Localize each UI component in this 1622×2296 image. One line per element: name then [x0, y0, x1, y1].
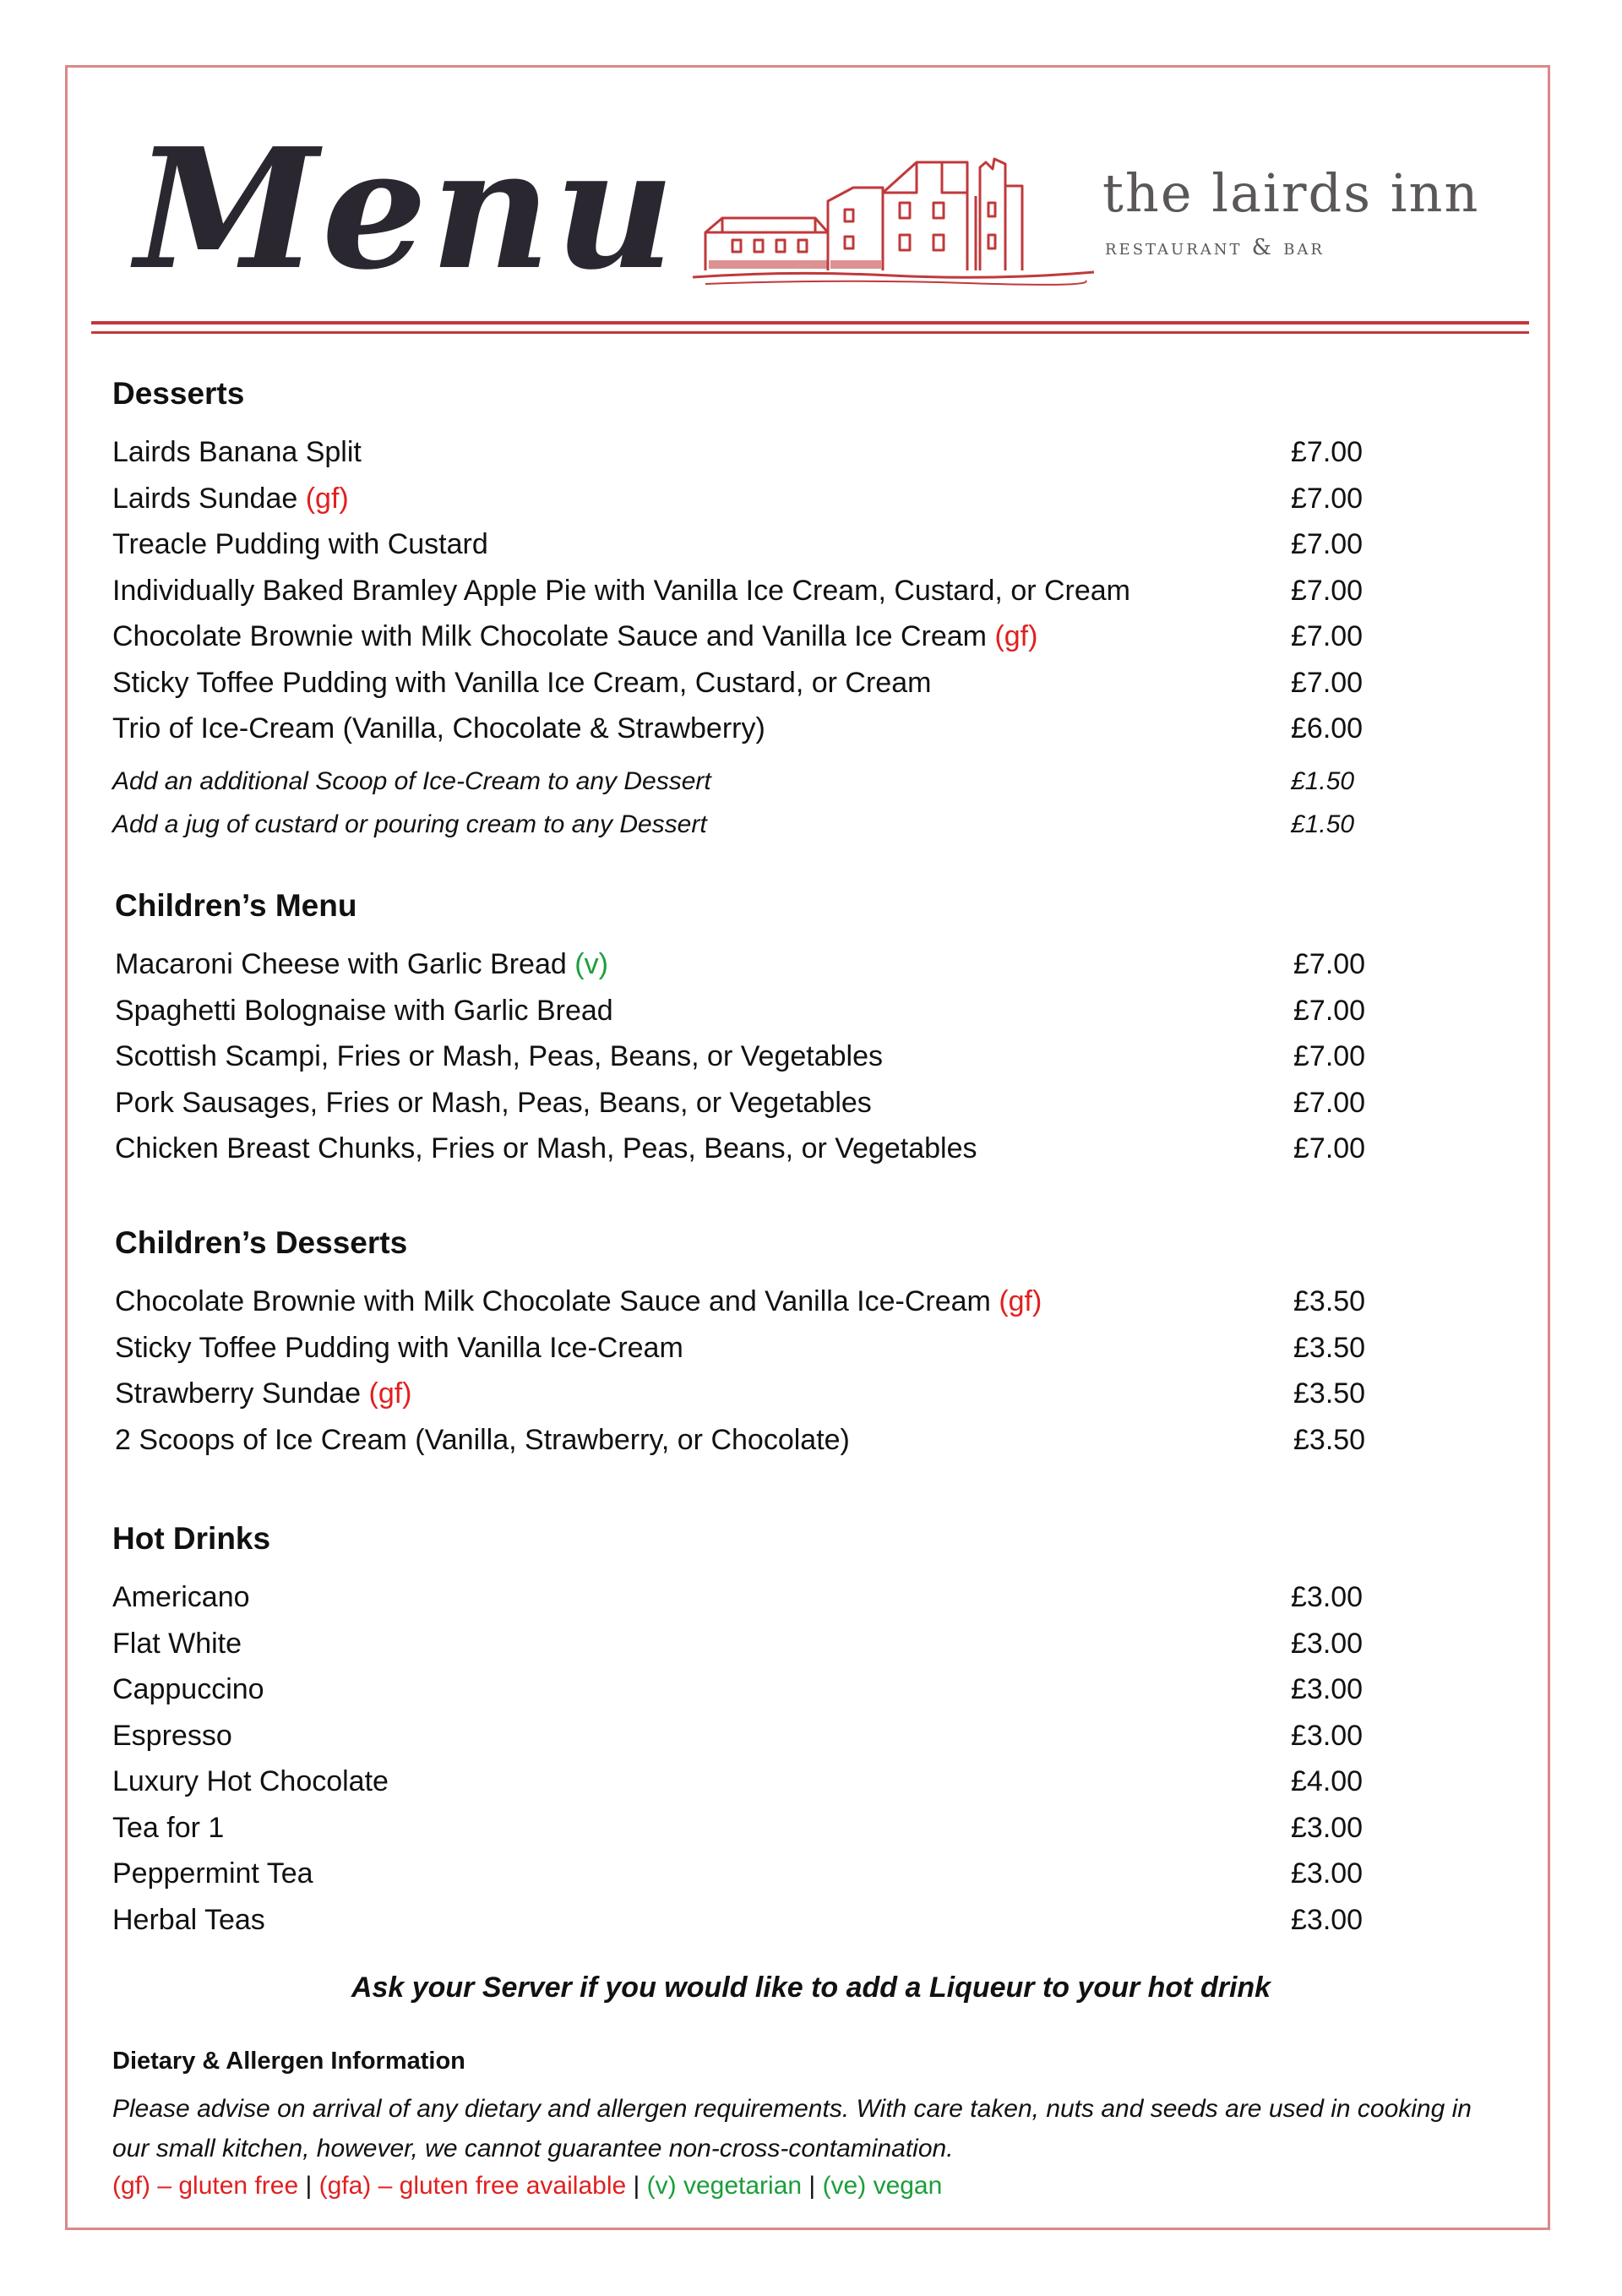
section-title: Children’s Menu	[115, 888, 357, 923]
menu-item: Sticky Toffee Pudding with Vanilla Ice Cream, Custard, or Cream £7.00	[112, 666, 1363, 699]
gluten-free-tag: (gf)	[994, 620, 1038, 652]
vegetarian-tag: (v)	[574, 948, 608, 980]
inn-building-illustration	[689, 152, 1102, 292]
menu-item: Lairds Banana Split £7.00	[112, 436, 1363, 468]
menu-item: Trio of Ice-Cream (Vanilla, Chocolate & Strawberry) £6.00	[112, 712, 1363, 744]
section-title: Hot Drinks	[112, 1521, 271, 1556]
menu-item: Chocolate Brownie with Milk Chocolate Sauce and Vanilla Ice Cream (gf) £7.00	[112, 620, 1363, 652]
dietary-legend: (gf) – gluten free | (gfa) – gluten free available | (v) vegetarian | (ve) vegan	[112, 2172, 943, 2200]
gluten-free-tag: (gf)	[999, 1285, 1042, 1317]
menu-item: Macaroni Cheese with Garlic Bread (v) £7.00	[115, 948, 1366, 980]
dietary-heading: Dietary & Allergen Information	[112, 2048, 465, 2075]
menu-item: Chocolate Brownie with Milk Chocolate Sauce and Vanilla Ice-Cream (gf) £3.50	[115, 1285, 1366, 1317]
section-title: Children’s Desserts	[115, 1225, 408, 1260]
liqueur-note: Ask your Server if you would like to add a Liqueur to your hot drink	[351, 1972, 1271, 2004]
legend-gf: (gf) – gluten free	[112, 2172, 299, 2200]
header-rule-top	[91, 321, 1529, 324]
menu-item: Spaghetti Bolognaise with Garlic Bread £7.00	[115, 994, 1366, 1027]
legend-v: (v) vegetarian	[646, 2172, 803, 2200]
menu-extra: Add a jug of custard or pouring cream to any Dessert £1.50	[112, 810, 1355, 838]
section-title: Desserts	[112, 376, 245, 411]
menu-extra: Add an additional Scoop of Ice-Cream to any Dessert £1.50	[112, 766, 1355, 795]
menu-item: Lairds Sundae (gf) £7.00	[112, 482, 1363, 515]
legend-gfa: (gfa) – gluten free available	[318, 2172, 627, 2200]
menu-item: Peppermint Tea £3.00	[112, 1857, 1363, 1890]
menu-item: Flat White £3.00	[112, 1627, 1363, 1660]
menu-item: Scottish Scampi, Fries or Mash, Peas, Beans, or Vegetables £7.00	[115, 1040, 1366, 1072]
menu-item: Herbal Teas £3.00	[112, 1903, 1363, 1936]
gluten-free-tag: (gf)	[305, 482, 349, 515]
header-rule-bottom	[91, 331, 1529, 334]
menu-item: Treacle Pudding with Custard £7.00	[112, 528, 1363, 560]
menu-item: Sticky Toffee Pudding with Vanilla Ice-Cream £3.50	[115, 1331, 1366, 1364]
childrens-menu-section	[115, 890, 1382, 1181]
menu-item: Espresso £3.00	[112, 1719, 1363, 1752]
menu-item: Pork Sausages, Fries or Mash, Peas, Beans, or Vegetables £7.00	[115, 1086, 1366, 1119]
dietary-text: Please advise on arrival of any dietary and allergen requirements. With care taken, nuts and seeds are used in cooking in our small kitchen, however, we cannot guarantee non-cross-contamination.	[112, 2095, 1472, 2162]
brand-name: the lairds inn	[1102, 162, 1480, 224]
menu-item: 2 Scoops of Ice Cream (Vanilla, Strawberry, or Chocolate) £3.50	[115, 1423, 1366, 1456]
brand-tagline: restaurant & bar	[1105, 235, 1325, 260]
hot-drinks-section	[112, 1523, 1380, 1951]
childrens-desserts-section	[115, 1227, 1382, 1471]
menu-item: Individually Baked Bramley Apple Pie with Vanilla Ice Cream, Custard, or Cream £7.00	[112, 574, 1363, 607]
menu-item: Tea for 1 £3.00	[112, 1811, 1363, 1844]
menu-item: Cappuccino £3.00	[112, 1673, 1363, 1705]
desserts-section	[112, 378, 1380, 855]
legend-ve: (ve) vegan	[822, 2172, 943, 2200]
menu-item: Americano £3.00	[112, 1581, 1363, 1613]
menu-item: Chicken Breast Chunks, Fries or Mash, Peas, Beans, or Vegetables £7.00	[115, 1132, 1366, 1164]
menu-item: Luxury Hot Chocolate £4.00	[112, 1765, 1363, 1797]
gluten-free-tag: (gf)	[368, 1377, 412, 1410]
menu-title: Menu	[135, 112, 678, 307]
menu-item: Strawberry Sundae (gf) £3.50	[115, 1377, 1366, 1410]
dietary-info	[112, 2048, 1515, 2201]
